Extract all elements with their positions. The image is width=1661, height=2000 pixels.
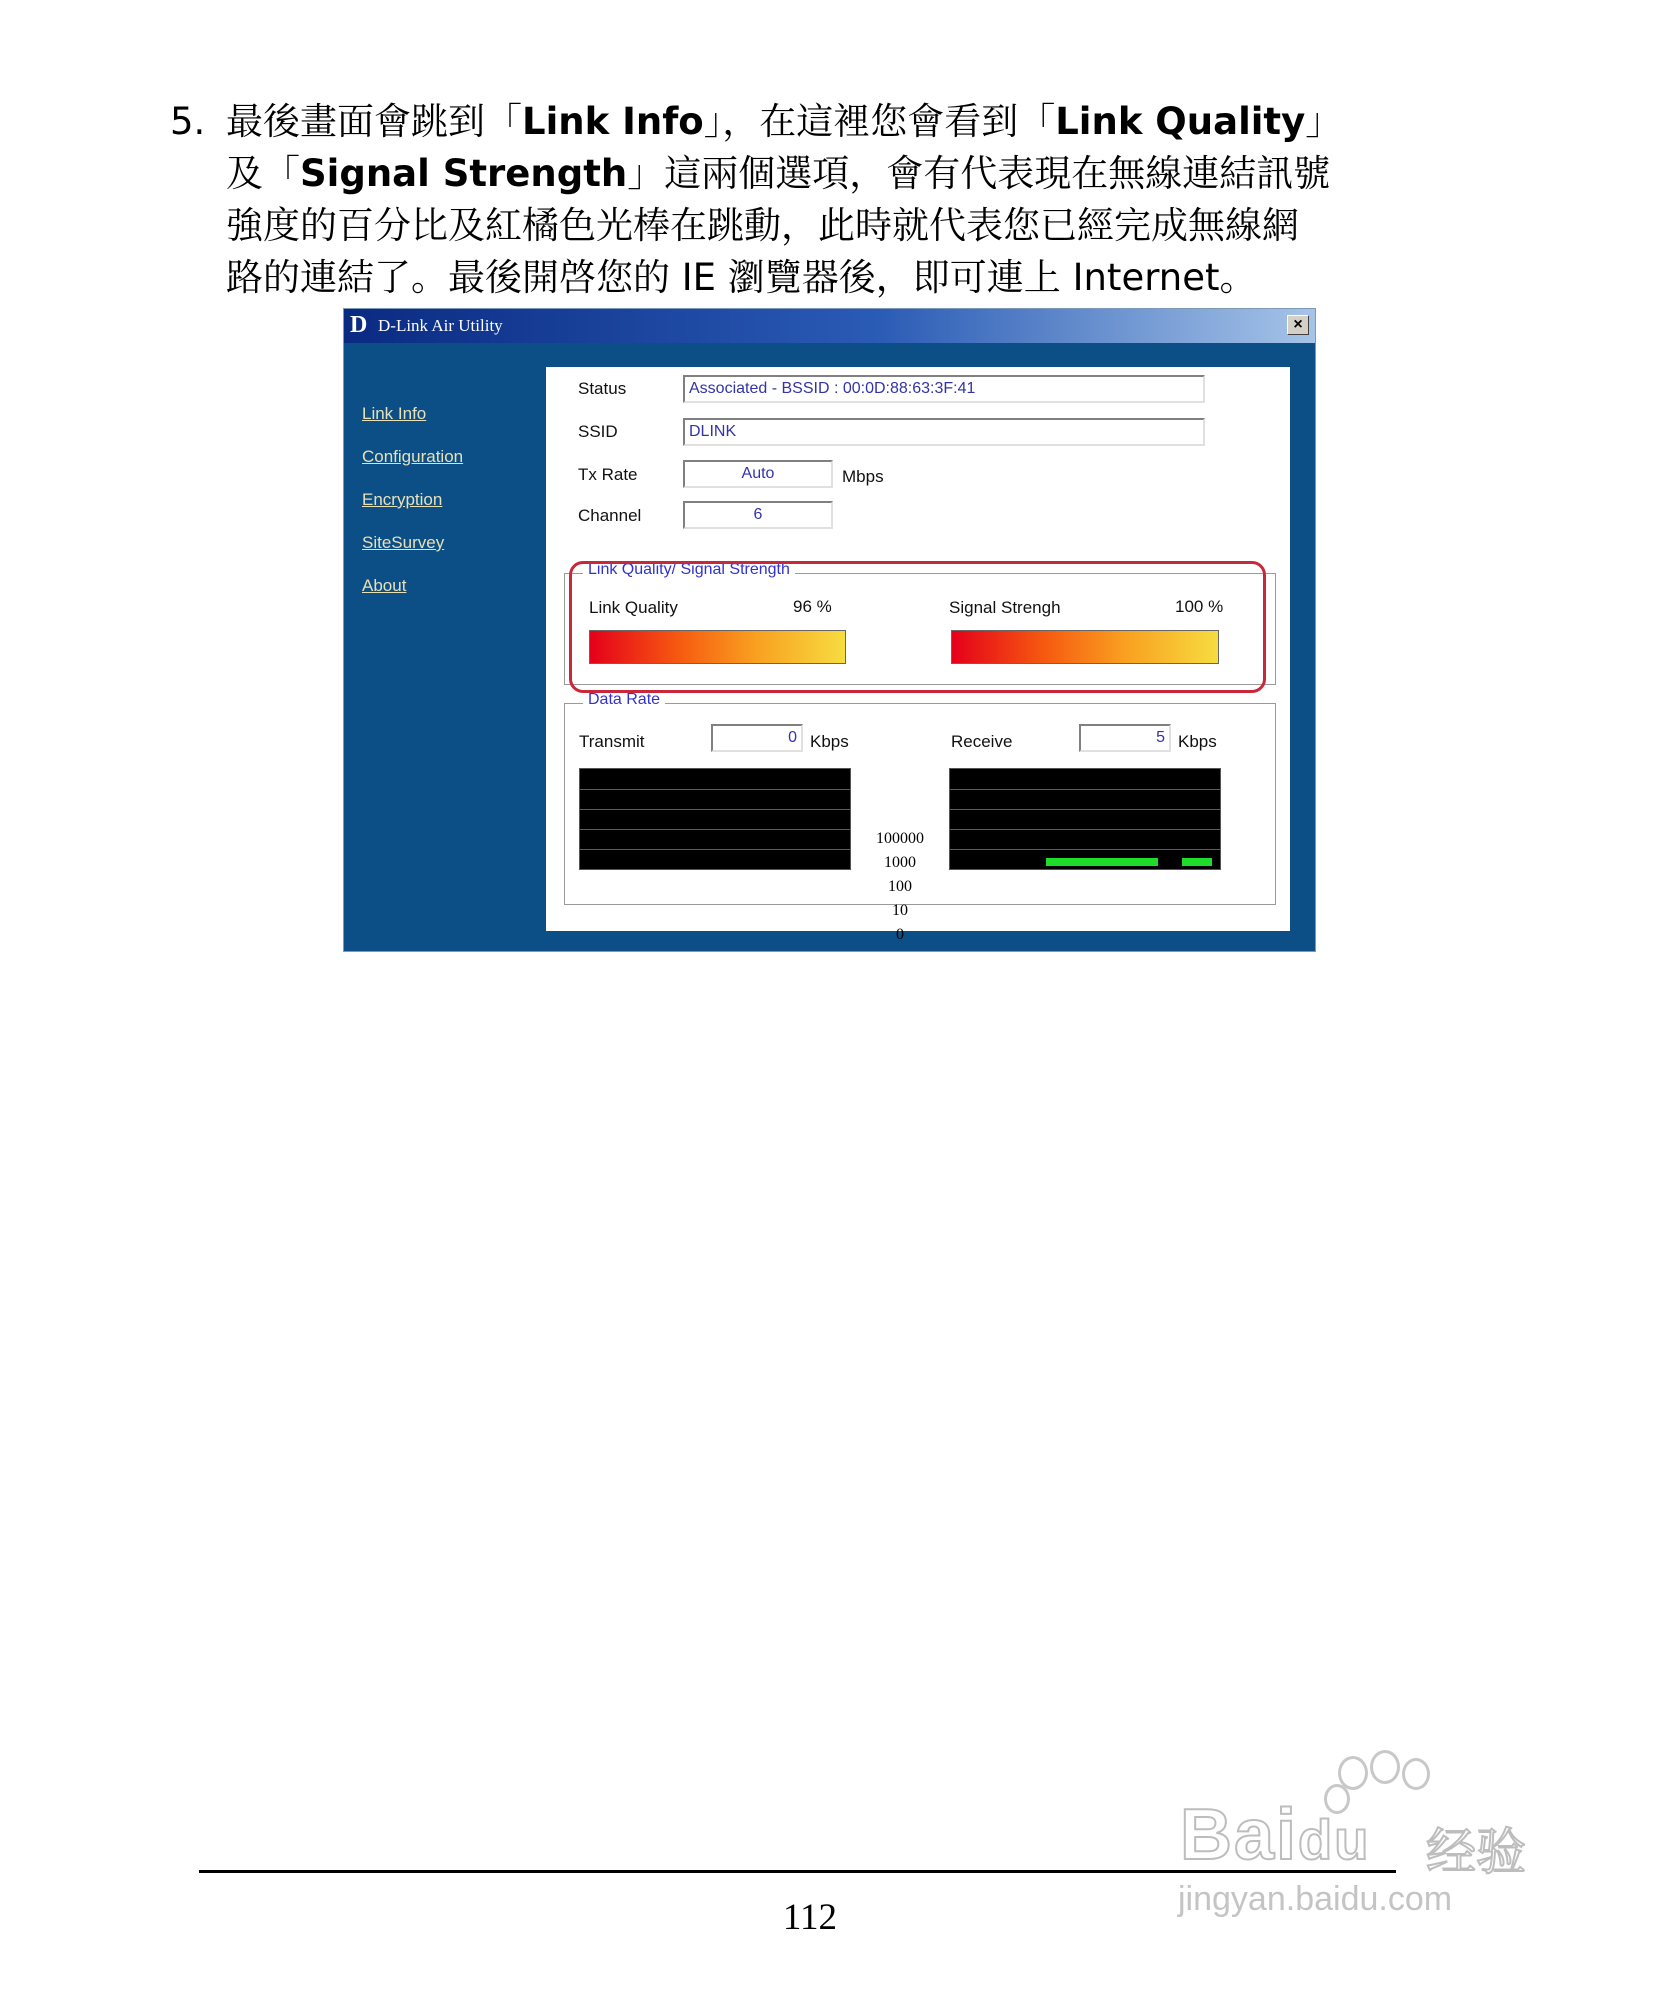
channel-label: Channel xyxy=(578,506,642,525)
channel-field: 6 xyxy=(683,501,833,529)
scale-tick: 0 xyxy=(896,926,904,943)
nav-encryption[interactable]: Encryption xyxy=(362,490,443,509)
text-run: 」，在這裡您會看到「 xyxy=(703,100,1056,143)
ssid-field: DLINK xyxy=(683,418,1205,446)
dlink-utility-window xyxy=(343,308,1316,952)
status-label: Status xyxy=(578,379,627,398)
ssid-label: SSID xyxy=(578,422,618,441)
keyword-signal-strength: Signal Strength xyxy=(300,152,628,195)
close-button[interactable]: × xyxy=(1287,315,1309,335)
status-field: Associated - BSSID : 00:0D:88:63:3F:41 xyxy=(683,375,1205,403)
data-rate-group-title: Data Rate xyxy=(583,691,665,709)
link-quality-label: Link Quality xyxy=(589,598,678,617)
receive-unit: Kbps xyxy=(1178,732,1217,751)
scale-tick: 100000 xyxy=(876,830,924,847)
transmit-field: 0 xyxy=(711,724,803,752)
txrate-field: Auto xyxy=(683,460,833,488)
nav-link-info[interactable]: Link Info xyxy=(362,404,427,423)
nav-configuration[interactable]: Configuration xyxy=(362,447,464,466)
transmit-unit: Kbps xyxy=(810,732,849,751)
text-run: 」這兩個選項，會有代表現在無線連結訊號 xyxy=(627,152,1331,195)
signal-strength-label: Signal Strengh xyxy=(949,598,1061,617)
baidu-watermark xyxy=(1176,1750,1556,1930)
highlight-annotation xyxy=(569,561,1266,693)
step-number: 5. xyxy=(170,100,206,143)
nav-about[interactable]: About xyxy=(362,576,407,595)
instruction-line-2 xyxy=(226,148,1486,200)
watermark-tag: 经验 xyxy=(1426,1824,1526,1880)
scale-tick: 100 xyxy=(888,878,912,895)
link-quality-value: 96 % xyxy=(793,597,832,616)
instruction-line-1 xyxy=(226,96,1486,148)
rate-scale xyxy=(864,827,936,947)
watermark-url: jingyan.baidu.com xyxy=(1178,1880,1453,1918)
text-run: 」 xyxy=(1305,100,1343,143)
window-title: D-Link Air Utility xyxy=(378,316,503,335)
instruction-line-3: 強度的百分比及紅橘色光棒在跳動，此時就代表您已經完成無線網 xyxy=(226,204,1299,247)
sidebar-nav xyxy=(362,401,512,616)
scale-tick: 10 xyxy=(892,902,908,919)
receive-graph xyxy=(949,768,1221,870)
receive-trace xyxy=(1182,858,1212,866)
transmit-label: Transmit xyxy=(579,732,645,751)
quality-group-title: Link Quality/ Signal Strength xyxy=(583,561,795,579)
dlink-logo-icon: D xyxy=(350,312,368,338)
transmit-graph xyxy=(579,768,851,870)
nav-site-survey[interactable]: SiteSurvey xyxy=(362,533,445,552)
signal-strength-value: 100 % xyxy=(1175,597,1224,616)
receive-label: Receive xyxy=(951,732,1013,751)
keyword-link-quality: Link Quality xyxy=(1055,100,1306,143)
receive-field: 5 xyxy=(1079,724,1171,752)
text-run: 最後畫面會跳到「 xyxy=(226,100,522,143)
instruction-line-4: 路的連結了。最後開啓您的 IE 瀏覽器後，即可連上 Internet。 xyxy=(226,256,1257,299)
scale-tick: 1000 xyxy=(884,854,916,871)
page-number: 112 xyxy=(782,1897,838,1938)
txrate-unit: Mbps xyxy=(842,467,884,486)
keyword-link-info: Link Info xyxy=(522,100,704,143)
window-titlebar xyxy=(344,309,1315,343)
txrate-label: Tx Rate xyxy=(578,465,638,484)
watermark-brand: Baidu xyxy=(1180,1795,1371,1875)
instruction-paragraph xyxy=(170,96,1486,304)
text-run: 及「 xyxy=(226,152,300,195)
receive-trace xyxy=(1046,858,1158,866)
